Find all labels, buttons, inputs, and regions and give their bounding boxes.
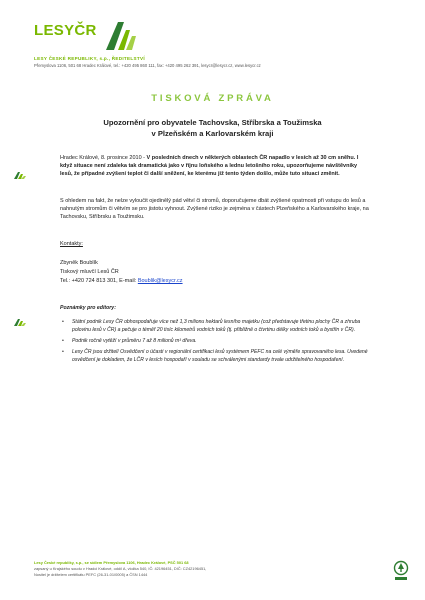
contact-email-link[interactable]: Boublik@lesycr.cz [137, 278, 183, 284]
company-contact: Přemyslova 1106, 501 68 Hradec Králové, tel.: +420 495 860 111, fax: +420 495 262 391, lesycr@lesycr.cz, www.lesycr.cz [34, 63, 261, 68]
footer-line-1: Lesy České republiky, s.p., se sídlem Přemyslova 1106, Hradec Králové, PSČ 501 68 [34, 560, 189, 565]
pefc-logo-icon [392, 560, 410, 582]
logo-text: LESYČR [34, 22, 97, 39]
headline [50, 118, 375, 139]
footer-line-3: Nositel je držitelem certifikátu PEFC (26-31-01/0005) a ČSN 1444 [34, 572, 148, 577]
contact-role: Tiskový mluvčí Lesů ČR [60, 269, 119, 275]
note-text: Podnik ročně vytěží v průměru 7 až 8 milionů m³ dřeva. [72, 337, 197, 344]
tree-mark-icon [14, 318, 26, 327]
note-text: Státní podnik Lesy ČR obhospodařuje více než 1,3 milionu hektarů lesního majetku (což představuje třetinu plochy ČR a zhruba polovinu lesů v ČR) a pečuje o téměř 20 tisíc kilometrů vodních toků (tj. přibližně o čtvrtinu délky vodních toků a bystřin v ČR). [72, 319, 361, 333]
footer-line-2: zapsaný u Krajského soudu v Hradci Králové, oddíl A, vložka 540, IČ: 42196451, DIČ: CZ42196451, [34, 566, 207, 571]
bullet-icon: • [62, 337, 64, 344]
tree-mark-icon [14, 171, 26, 180]
list-item [60, 349, 372, 365]
tree-logo-icon [104, 20, 138, 52]
page-title: TISKOVÁ ZPRÁVA [151, 93, 274, 104]
contact-tel: Tel.: +420 724 813 301, E-mail: [60, 278, 138, 284]
company-name: LESY ČESKÉ REPUBLIKY, s.p., ŘEDITELSTVÍ [34, 56, 145, 61]
headline-line-2: v Plzeňském a Karlovarském kraji [151, 128, 274, 138]
note-text: Lesy ČR jsou držitelí Osvědčení o účasti v regionální certifikaci lesů systémem PEFC na celé výměře spravovaného lesa. Uvedené osvědčení je dokladem, že LČR v lesích hospodaří v souladu se schválenými standardy trvale udržitelného hospodaření. [72, 348, 368, 363]
footer [34, 560, 206, 578]
notes-heading: Poznámky pro editory: [60, 305, 116, 311]
paragraph-intro-lead: Hradec Králové, 8. prosince 2010 - [60, 155, 147, 161]
paragraph-intro [60, 154, 370, 179]
paragraph-intro-bold: V posledních dnech v některých oblastech ČR napadlo v lesích až 30 cm sněhu. I když situace není zdaleka tak dramatická jako v říjnu loňského a lednu letošního roku, upozorňujeme návštěvníky lesů, že případné zvýšení teplot či další sněžení, ke kterému již tento týden došlo, může tuto situaci změnit. [60, 155, 359, 178]
bullet-icon: • [62, 348, 64, 355]
bullet-icon: • [62, 319, 64, 325]
headline-line-1: Upozornění pro obyvatele Tachovska, Stříbrska a Toužimska [103, 118, 322, 127]
paragraph-warning: S ohledem na fakt, že nelze vyloučit ojedinělý pád větví či stromů, doporučujeme dbát zvýšené opatrnosti při vstupu do lesů a nahnutým stromům či větvím se pro jistotu vyhnout. Zvýšené riziko je zejména v částech Plzeňského a Karlovarského kraje, na Tachovsku, Stříbrsku a Toužimsku. [60, 198, 369, 221]
list-item [60, 319, 372, 335]
list-item [60, 338, 372, 346]
contacts-heading: Kontakty: [60, 241, 83, 247]
notes-list [60, 319, 372, 368]
company-logo [34, 20, 154, 52]
contact-name: Zbyněk Boublík [60, 260, 98, 266]
contact-block [60, 259, 183, 286]
contact-tel-line [60, 277, 183, 286]
